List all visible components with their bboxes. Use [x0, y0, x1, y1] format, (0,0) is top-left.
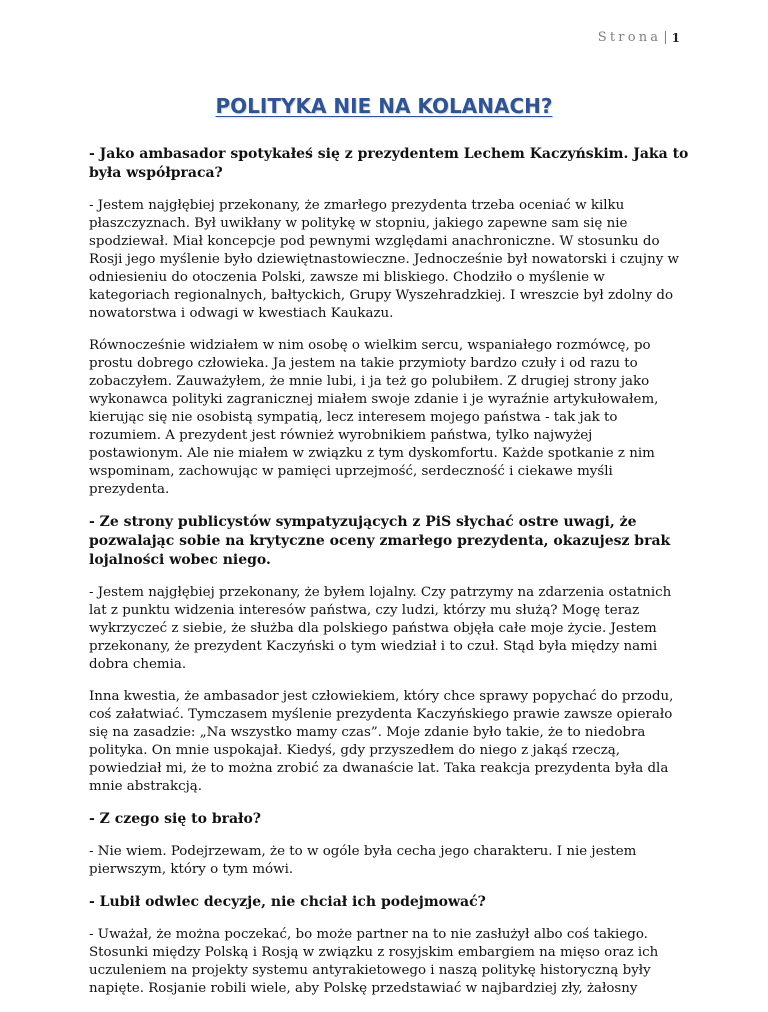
answer-paragraph: - Uważał, że można poczekać, bo może partner na to nie zasłużył albo coś takiego. Stosunki między Polską i Rosją w związku z rosyjskim embargiem na mięso oraz ich uczuleniem na projekty systemu antyrakietowego i naszą politykę historyczną były napięte. Rosjanie robili wiele, aby Polskę przedstawiać w najbardziej zły, żałosny: [89, 927, 659, 996]
question-paragraph: - Z czego się to brało?: [89, 811, 261, 827]
question-paragraph: - Jako ambasador spotykałeś się z prezydentem Lechem Kaczyńskim. Jaka to była współpraca?: [89, 146, 689, 181]
page-label: Strona: [597, 30, 662, 45]
page-number: 1: [671, 30, 680, 45]
answer-paragraph: - Nie wiem. Podejrzewam, że to w ogóle była cecha jego charakteru. I nie jestem pierwszym, który o tym mówi.: [89, 844, 637, 877]
question-paragraph: - Ze strony publicystów sympatyzujących z PiS słychać ostre uwagi, że pozwalając sobie na krytyczne oceny zmarłego prezydenta, okazujesz brak lojalności wobec niego.: [89, 514, 671, 568]
answer-paragraph: Równocześnie widziałem w nim osobę o wielkim sercu, wspaniałego rozmówcę, po prostu dobrego człowieka. Ja jestem na takie przymioty bardzo czuły i od razu to zobaczyłem. Zauważyłem, że mnie lubi, i ja też go polubiłem. Z drugiej strony jako wykonawca polityki zagranicznej miałem swoje zdanie i je wyraźnie artykułowałem, kierując się nie osobistą sympatią, lecz interesem mojego państwa - tak jak to rozumiem. A prezydent jest również wyrobnikiem państwa, tylko najwyżej postawionym. Ale nie miałem w związku z tym dyskomfortu. Każde spotkanie z nim wspominam, zachowując w pamięci uprzejmość, serdeczność i ciekawe myśli prezydenta.: [89, 338, 659, 497]
page-header: [598, 30, 680, 45]
page-title: POLITYKA NIE NA KOLANACH?: [215, 94, 553, 118]
question-paragraph: - Lubił odwlec decyzje, nie chciał ich podejmować?: [89, 894, 486, 910]
document-body: [89, 145, 689, 1012]
answer-paragraph: Inna kwestia, że ambasador jest człowiekiem, który chce sprawy popychać do przodu, coś załatwiać. Tymczasem myślenie prezydenta Kaczyńskiego prawie zawsze opierało się na zasadzie: „Na wszystko mamy czas”. Moje zdanie było takie, że to niedobra polityka. On mnie uspokajał. Kiedyś, gdy przyszedłem do niego z jakąś rzeczą, powiedział mi, że to można zrobić za dwanaście lat. Taka reakcja prezydenta była dla mnie abstrakcją.: [89, 689, 674, 794]
answer-paragraph: - Jestem najgłębiej przekonany, że byłem lojalny. Czy patrzymy na zdarzenia ostatnich lat z punktu widzenia interesów państwa, czy ludzi, którzy mu służą? Mogę teraz wykrzyczeć z siebie, że służba dla polskiego państwa objęła całe moje życie. Jestem przekonany, że prezydent Kaczyński o tym wiedział i to czuł. Stąd była między nami dobra chemia.: [89, 585, 672, 672]
page-separator: |: [663, 30, 668, 45]
answer-paragraph: - Jestem najgłębiej przekonany, że zmarłego prezydenta trzeba oceniać w kilku płaszczyznach. Był uwikłany w politykę w stopniu, jakiego zapewne sam się nie spodziewał. Miał koncepcje pod pewnymi względami anachroniczne. W stosunku do Rosji jego myślenie było dziewiętnastowieczne. Jednocześnie był nowatorski i czujny w odniesieniu do otoczenia Polski, zawsze mi bliskiego. Chodziło o myślenie w kategoriach regionalnych, bałtyckich, Grupy Wyszehradzkiej. I wreszcie był zdolny do nowatorstwa i odwagi w kwestiach Kaukazu.: [89, 198, 679, 321]
